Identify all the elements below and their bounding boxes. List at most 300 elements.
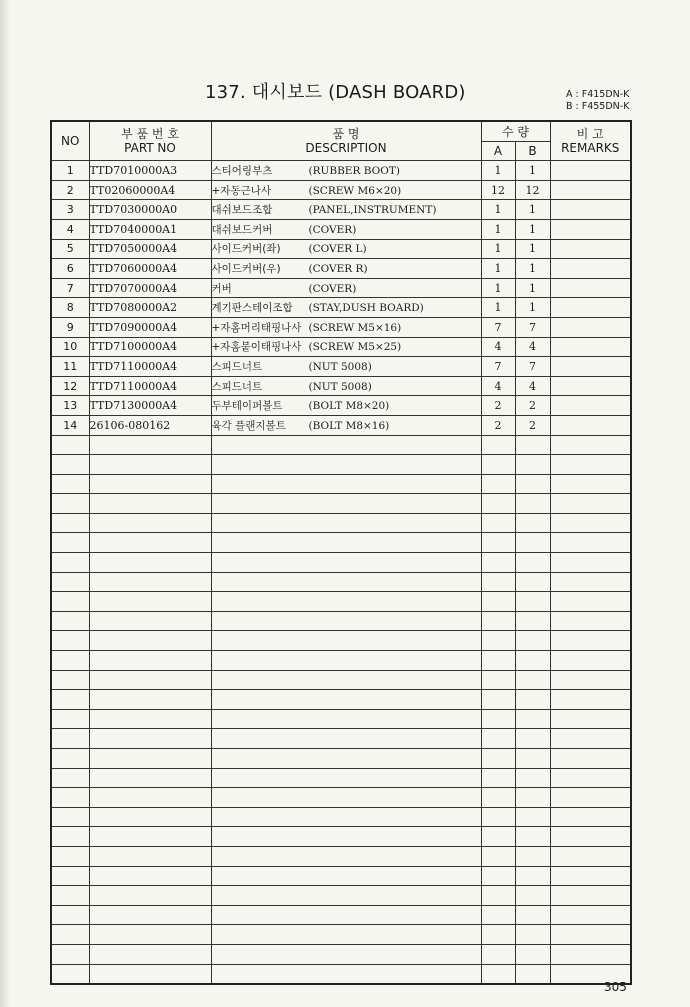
empty-cell	[481, 533, 515, 553]
part-description	[211, 376, 481, 396]
description-korean: 커버	[211, 282, 232, 295]
empty-cell	[515, 611, 550, 631]
col-header-desc-en: DESCRIPTION	[305, 141, 387, 156]
empty-cell	[550, 651, 631, 671]
empty-cell	[51, 455, 89, 475]
empty-cell	[51, 788, 89, 808]
description-korean: 대쉬보드조합	[211, 204, 273, 217]
remarks-cell	[550, 259, 631, 279]
part-description	[211, 161, 481, 181]
empty-cell	[51, 846, 89, 866]
empty-cell	[51, 651, 89, 671]
description-korean: 사이드커버(우)	[211, 262, 281, 275]
empty-cell	[481, 925, 515, 945]
col-header-desc-ko: 품 명	[332, 127, 360, 142]
empty-cell	[481, 749, 515, 769]
empty-cell	[89, 749, 211, 769]
empty-cell	[481, 827, 515, 847]
remarks-cell	[550, 357, 631, 377]
part-description	[211, 337, 481, 357]
remarks-cell	[550, 278, 631, 298]
empty-cell	[550, 513, 631, 533]
empty-cell	[515, 964, 550, 984]
empty-cell	[89, 690, 211, 710]
empty-cell	[51, 513, 89, 533]
quantity-a: 1	[481, 298, 515, 318]
empty-cell	[550, 455, 631, 475]
empty-cell	[89, 886, 211, 906]
empty-cell	[515, 944, 550, 964]
empty-cell	[481, 474, 515, 494]
row-number: 9	[51, 317, 89, 337]
part-description	[211, 415, 481, 435]
description-korean: +자홈붙이태핑나사	[211, 341, 302, 354]
empty-cell	[211, 964, 481, 984]
description-korean: 스피드너트	[211, 380, 263, 393]
empty-cell	[211, 866, 481, 886]
empty-cell	[89, 964, 211, 984]
description-korean: 대쉬보드커버	[211, 223, 273, 236]
empty-table-row	[51, 709, 631, 729]
empty-cell	[515, 709, 550, 729]
part-number: TTD7030000A0	[89, 200, 211, 220]
empty-cell	[515, 807, 550, 827]
empty-cell	[89, 709, 211, 729]
empty-cell	[550, 788, 631, 808]
empty-cell	[89, 435, 211, 455]
empty-table-row	[51, 494, 631, 514]
empty-cell	[515, 866, 550, 886]
empty-cell	[211, 494, 481, 514]
description-english: (RUBBER BOOT)	[308, 164, 400, 177]
table-row	[51, 298, 631, 318]
quantity-a: 1	[481, 239, 515, 259]
empty-cell	[515, 592, 550, 612]
empty-cell	[550, 749, 631, 769]
col-header-qty-b: B	[515, 141, 550, 161]
part-description	[211, 180, 481, 200]
empty-cell	[211, 768, 481, 788]
empty-cell	[481, 846, 515, 866]
description-english: (SCREW M5×25)	[308, 341, 402, 354]
empty-cell	[51, 553, 89, 573]
parts-table-container	[50, 120, 632, 985]
row-number: 3	[51, 200, 89, 220]
empty-cell	[550, 944, 631, 964]
col-header-description	[211, 121, 481, 161]
remarks-cell	[550, 337, 631, 357]
model-b-label: B : F455DN-K	[566, 101, 630, 112]
empty-cell	[515, 474, 550, 494]
quantity-a: 1	[481, 259, 515, 279]
description-english: (SCREW M5×16)	[308, 321, 402, 334]
table-row	[51, 396, 631, 416]
table-row	[51, 317, 631, 337]
empty-cell	[481, 670, 515, 690]
description-english: (NUT 5008)	[308, 360, 372, 373]
empty-cell	[211, 435, 481, 455]
empty-cell	[481, 807, 515, 827]
empty-cell	[550, 827, 631, 847]
table-row	[51, 200, 631, 220]
empty-cell	[481, 964, 515, 984]
description-korean: +자동근나사	[211, 184, 272, 197]
empty-cell	[51, 631, 89, 651]
description-english: (NUT 5008)	[308, 380, 372, 393]
empty-cell	[89, 513, 211, 533]
empty-cell	[515, 827, 550, 847]
row-number: 12	[51, 376, 89, 396]
description-korean: +자홈머리태핑나사	[211, 321, 302, 334]
empty-cell	[515, 631, 550, 651]
empty-table-row	[51, 572, 631, 592]
quantity-a: 1	[481, 219, 515, 239]
empty-cell	[550, 494, 631, 514]
part-number: TTD7100000A4	[89, 337, 211, 357]
empty-cell	[481, 494, 515, 514]
empty-cell	[51, 572, 89, 592]
quantity-a: 1	[481, 200, 515, 220]
parts-table	[50, 120, 632, 985]
table-row	[51, 219, 631, 239]
empty-cell	[51, 944, 89, 964]
empty-cell	[481, 788, 515, 808]
part-description	[211, 278, 481, 298]
col-header-quantity: 수 량	[481, 121, 550, 141]
quantity-b: 4	[515, 337, 550, 357]
empty-cell	[481, 729, 515, 749]
quantity-b: 4	[515, 376, 550, 396]
part-number: TTD7080000A2	[89, 298, 211, 318]
empty-cell	[211, 925, 481, 945]
empty-cell	[89, 788, 211, 808]
empty-cell	[550, 611, 631, 631]
empty-cell	[51, 611, 89, 631]
empty-table-row	[51, 768, 631, 788]
empty-cell	[89, 611, 211, 631]
empty-cell	[550, 631, 631, 651]
quantity-b: 1	[515, 239, 550, 259]
empty-cell	[550, 553, 631, 573]
part-number: TTD7050000A4	[89, 239, 211, 259]
empty-cell	[51, 768, 89, 788]
part-description	[211, 317, 481, 337]
empty-cell	[51, 494, 89, 514]
part-number: TTD7130000A4	[89, 396, 211, 416]
part-number: TT02060000A4	[89, 180, 211, 200]
empty-table-row	[51, 729, 631, 749]
empty-cell	[481, 886, 515, 906]
description-korean: 스티어링부츠	[211, 164, 273, 177]
empty-cell	[550, 866, 631, 886]
empty-cell	[51, 807, 89, 827]
empty-cell	[51, 670, 89, 690]
empty-cell	[550, 807, 631, 827]
row-number: 10	[51, 337, 89, 357]
col-header-part-en: PART NO	[124, 141, 176, 156]
empty-cell	[550, 905, 631, 925]
empty-cell	[51, 866, 89, 886]
empty-cell	[211, 709, 481, 729]
empty-cell	[211, 807, 481, 827]
empty-cell	[550, 592, 631, 612]
empty-cell	[515, 533, 550, 553]
empty-cell	[51, 690, 89, 710]
quantity-b: 2	[515, 396, 550, 416]
row-number: 1	[51, 161, 89, 181]
quantity-b: 1	[515, 298, 550, 318]
empty-cell	[89, 670, 211, 690]
col-header-qty-a: A	[481, 141, 515, 161]
empty-cell	[51, 729, 89, 749]
empty-cell	[89, 455, 211, 475]
empty-cell	[211, 592, 481, 612]
part-number: TTD7010000A3	[89, 161, 211, 181]
empty-cell	[550, 768, 631, 788]
empty-table-row	[51, 651, 631, 671]
description-english: (PANEL,INSTRUMENT)	[308, 204, 437, 217]
quantity-b: 1	[515, 219, 550, 239]
part-description	[211, 239, 481, 259]
remarks-cell	[550, 396, 631, 416]
quantity-a: 1	[481, 278, 515, 298]
page-number: 305	[604, 980, 627, 994]
empty-cell	[211, 670, 481, 690]
table-row	[51, 337, 631, 357]
empty-cell	[550, 729, 631, 749]
remarks-cell	[550, 161, 631, 181]
empty-cell	[89, 631, 211, 651]
description-korean: 사이드커버(좌)	[211, 243, 281, 256]
quantity-a: 12	[481, 180, 515, 200]
empty-cell	[51, 827, 89, 847]
empty-cell	[515, 729, 550, 749]
quantity-b: 1	[515, 259, 550, 279]
row-number: 6	[51, 259, 89, 279]
empty-table-row	[51, 964, 631, 984]
empty-table-row	[51, 827, 631, 847]
empty-cell	[481, 631, 515, 651]
table-row	[51, 278, 631, 298]
empty-cell	[89, 866, 211, 886]
empty-table-row	[51, 592, 631, 612]
empty-cell	[51, 435, 89, 455]
part-description	[211, 200, 481, 220]
empty-cell	[211, 905, 481, 925]
col-header-remarks-ko: 비 고	[576, 127, 604, 142]
empty-cell	[481, 905, 515, 925]
empty-cell	[211, 944, 481, 964]
empty-table-row	[51, 807, 631, 827]
part-number: TTD7090000A4	[89, 317, 211, 337]
quantity-b: 1	[515, 200, 550, 220]
remarks-cell	[550, 317, 631, 337]
empty-table-row	[51, 455, 631, 475]
part-number: 26106-080162	[89, 415, 211, 435]
empty-cell	[211, 827, 481, 847]
table-row	[51, 239, 631, 259]
empty-cell	[481, 435, 515, 455]
empty-cell	[89, 827, 211, 847]
empty-cell	[515, 494, 550, 514]
quantity-a: 7	[481, 357, 515, 377]
empty-cell	[550, 709, 631, 729]
quantity-b: 1	[515, 278, 550, 298]
description-korean: 두부테이퍼볼트	[211, 400, 283, 413]
description-english: (STAY,DUSH BOARD)	[308, 302, 424, 315]
quantity-a: 2	[481, 415, 515, 435]
empty-cell	[51, 749, 89, 769]
empty-cell	[211, 611, 481, 631]
empty-cell	[51, 709, 89, 729]
empty-cell	[481, 513, 515, 533]
empty-table-row	[51, 690, 631, 710]
empty-table-row	[51, 925, 631, 945]
empty-cell	[481, 944, 515, 964]
description-english: (COVER R)	[308, 262, 368, 275]
model-legend	[566, 89, 629, 113]
empty-cell	[550, 572, 631, 592]
quantity-a: 2	[481, 396, 515, 416]
quantity-a: 4	[481, 376, 515, 396]
row-number: 7	[51, 278, 89, 298]
quantity-a: 7	[481, 317, 515, 337]
empty-table-row	[51, 866, 631, 886]
table-row	[51, 415, 631, 435]
description-english: (COVER L)	[308, 243, 367, 256]
part-number: TTD7110000A4	[89, 357, 211, 377]
empty-cell	[515, 670, 550, 690]
table-row	[51, 259, 631, 279]
empty-table-row	[51, 905, 631, 925]
row-number: 14	[51, 415, 89, 435]
parts-table-body	[51, 161, 631, 984]
empty-cell	[51, 905, 89, 925]
empty-cell	[89, 905, 211, 925]
table-row	[51, 357, 631, 377]
empty-cell	[550, 435, 631, 455]
empty-table-row	[51, 435, 631, 455]
empty-cell	[211, 513, 481, 533]
empty-cell	[550, 533, 631, 553]
empty-cell	[481, 611, 515, 631]
page-title: 137. 대시보드 (DASH BOARD)	[205, 82, 466, 103]
empty-cell	[515, 886, 550, 906]
quantity-b: 1	[515, 161, 550, 181]
empty-table-row	[51, 513, 631, 533]
empty-cell	[515, 925, 550, 945]
empty-cell	[211, 572, 481, 592]
part-description	[211, 396, 481, 416]
empty-cell	[550, 670, 631, 690]
model-a-label: A : F415DN-K	[566, 89, 630, 100]
empty-cell	[515, 788, 550, 808]
description-korean: 육각 플랜지볼트	[211, 419, 286, 432]
empty-cell	[51, 886, 89, 906]
empty-cell	[89, 944, 211, 964]
part-number: TTD7110000A4	[89, 376, 211, 396]
empty-cell	[89, 925, 211, 945]
empty-table-row	[51, 749, 631, 769]
empty-cell	[515, 513, 550, 533]
empty-cell	[89, 729, 211, 749]
row-number: 13	[51, 396, 89, 416]
empty-cell	[89, 553, 211, 573]
empty-cell	[550, 925, 631, 945]
part-number: TTD7040000A1	[89, 219, 211, 239]
empty-cell	[515, 651, 550, 671]
quantity-a: 1	[481, 161, 515, 181]
empty-cell	[481, 572, 515, 592]
empty-table-row	[51, 670, 631, 690]
quantity-b: 7	[515, 357, 550, 377]
empty-cell	[481, 651, 515, 671]
part-description	[211, 259, 481, 279]
description-english: (BOLT M8×16)	[308, 419, 390, 432]
empty-cell	[481, 690, 515, 710]
empty-cell	[211, 749, 481, 769]
description-english: (COVER)	[308, 282, 357, 295]
empty-cell	[89, 533, 211, 553]
quantity-b: 12	[515, 180, 550, 200]
row-number: 5	[51, 239, 89, 259]
empty-cell	[89, 592, 211, 612]
empty-cell	[550, 886, 631, 906]
empty-cell	[481, 768, 515, 788]
empty-table-row	[51, 886, 631, 906]
empty-cell	[211, 690, 481, 710]
empty-cell	[515, 455, 550, 475]
row-number: 8	[51, 298, 89, 318]
empty-cell	[515, 572, 550, 592]
description-korean: 계기판스테이조합	[211, 302, 293, 315]
empty-cell	[211, 651, 481, 671]
row-number: 2	[51, 180, 89, 200]
empty-cell	[481, 553, 515, 573]
empty-table-row	[51, 944, 631, 964]
empty-cell	[481, 709, 515, 729]
table-row	[51, 180, 631, 200]
empty-cell	[211, 788, 481, 808]
row-number: 11	[51, 357, 89, 377]
page-edge-shadow	[0, 0, 10, 1007]
empty-cell	[211, 631, 481, 651]
empty-cell	[515, 435, 550, 455]
table-row	[51, 161, 631, 181]
empty-cell	[89, 474, 211, 494]
empty-cell	[515, 905, 550, 925]
quantity-a: 4	[481, 337, 515, 357]
empty-cell	[51, 925, 89, 945]
empty-cell	[211, 533, 481, 553]
empty-cell	[89, 768, 211, 788]
empty-cell	[89, 651, 211, 671]
empty-cell	[550, 690, 631, 710]
empty-cell	[515, 768, 550, 788]
empty-cell	[481, 866, 515, 886]
empty-cell	[89, 846, 211, 866]
remarks-cell	[550, 415, 631, 435]
empty-cell	[515, 749, 550, 769]
empty-cell	[515, 846, 550, 866]
part-number: TTD7060000A4	[89, 259, 211, 279]
remarks-cell	[550, 200, 631, 220]
empty-cell	[515, 690, 550, 710]
empty-cell	[481, 455, 515, 475]
empty-cell	[89, 494, 211, 514]
empty-cell	[51, 964, 89, 984]
empty-cell	[51, 592, 89, 612]
